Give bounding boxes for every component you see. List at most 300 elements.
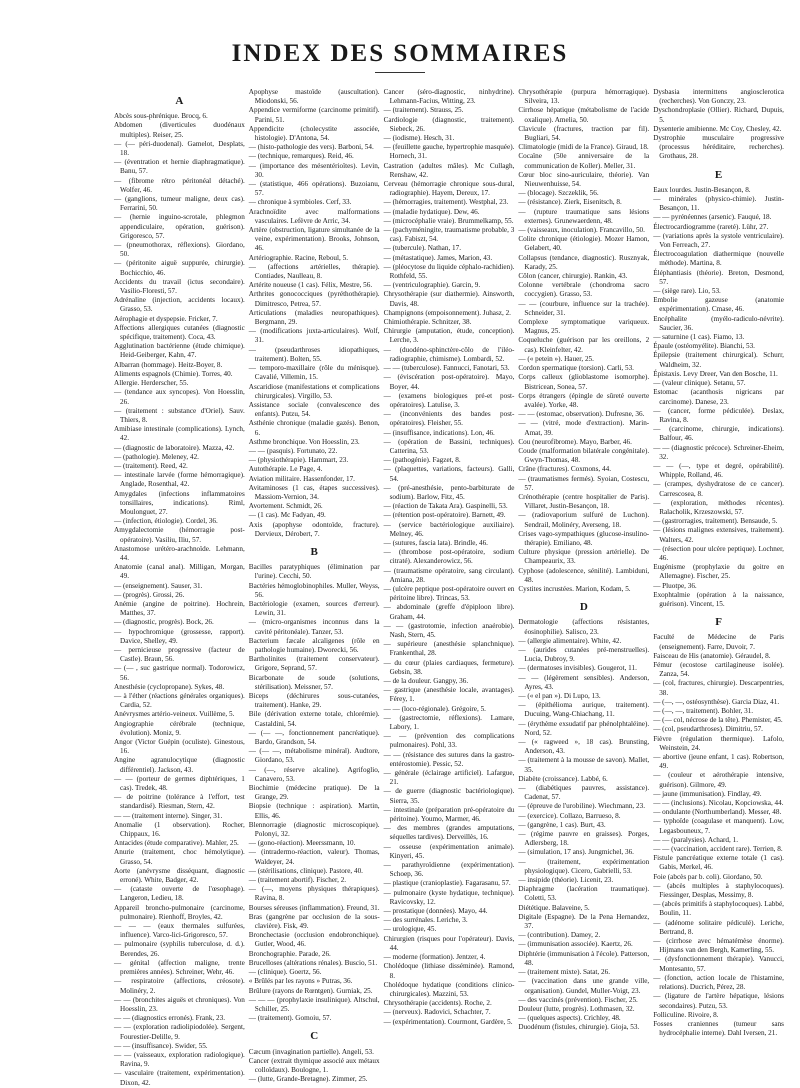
index-entry: — prostatique (données). Mayo, 44. — [383, 907, 488, 916]
index-entry: — (— —, métabolisme minéral). Audtore, Giordano, 53. — [248, 747, 380, 765]
index-entry: Bras (gangrène par occlusion de la sous-clavière). Fisk, 49. — [248, 912, 380, 931]
index-entry: — (sutures, fascia lata). Brindle, 46. — [383, 538, 488, 547]
index-entry: Culture physique (pression artérielle). De Champeaurix, 33. — [518, 548, 650, 566]
index-entry: — (1 cas). Mc Fadyan, 49. — [248, 511, 326, 520]
index-entry: Anémie (angine de poitrine). Hochrein, Matthes, 37. — [114, 599, 245, 618]
index-entry: Chrysothérapie (sur diathermie). Ainsworth, Davis, 48. — [383, 290, 515, 308]
index-entry: — — (courbure, influence sur la trachée). Schneider, 31. — [518, 299, 650, 317]
index-entry: — (service bactériologique auxiliaire). Melney, 46. — [383, 520, 515, 538]
index-entry: — des vaccinés (prévention). Fischer, 25. — [518, 995, 638, 1004]
index-entry: — (nerveux). Radovici, Schachter, 7. — [383, 1008, 491, 1017]
index-entry: Anesthésie (cyclopropane). Sykes, 48. — [114, 682, 225, 691]
index-entry: — de guerre (diagnostic bactériologique). Sierra, 35. — [383, 787, 515, 805]
index-entry: Fosses craniennes (tumeur sans hydrocéphalie interne). Dahl Iversen, 21. — [653, 1019, 784, 1038]
index-entry: — (duodéno-sphinctère-côlo de l'iléo-radiographie, chimisme). Lombardi, 52. — [383, 345, 515, 363]
index-entry: Chirurgie (amputation, étude, conception). Lerche, 3. — [383, 327, 515, 345]
index-entry: « Brûlés par les rayons » Putras, 36. — [248, 977, 353, 986]
index-entry: Cordon spermatique (torsion). Carli, 53. — [518, 364, 634, 373]
index-entry: Anatomie (canal anal). Milligan, Morgan, 49. — [114, 563, 245, 581]
index-entry: — — (insuffisance). Swider, 55. — [114, 1041, 208, 1050]
index-entry: — (épreuve de l'urobiline). Wiechmann, 23. — [518, 802, 646, 811]
index-entry: — — (gastrotomie, infection anaérobie). Nash, Stern, 45. — [383, 621, 515, 639]
index-entry: Asthme bronchique. Von Hoesslin, 23. — [248, 437, 360, 446]
index-entry: Axis (apophyse odontoïde, fracture). Dervieux, Dérobert, 7. — [248, 520, 380, 538]
index-entry: — — (bronchites aiguës et chroniques). Von Hoesslin, 23. — [114, 995, 245, 1013]
index-entry: — — (traitement interne). Singer, 31. — [114, 811, 223, 820]
index-entry: — (ulcère peptique post-opératoire ouvert en péritoine libre). Trincas, 53. — [383, 584, 515, 603]
index-entry: Cardiologie (diagnostic, traitement). Siebeck, 26. — [383, 115, 515, 133]
index-entry: Artère (obstruction, ligature simultanée de la veine, expérimentation). Brooks, Johnson, 46. — [248, 226, 380, 253]
index-entry: — (simulation, 17 ans). Jungmichel, 36. — [518, 848, 634, 857]
index-entry: — (pneumothorax, réflexions). Giordano, 50. — [114, 241, 245, 259]
index-entry: — des surrénales. Leriche, 3. — [383, 916, 468, 925]
index-entry: Castration (adultes mâles). Mc Cullagh, Renshaw, 42. — [383, 161, 515, 179]
index-entry: Cocaïne (50e anniversaire de la communication de Koller). Meller, 31. — [518, 152, 650, 170]
index-entry: — (— , suc gastrique normal). Todorowicz, 56. — [114, 664, 245, 682]
index-entry: Bourses séreuses (inflammation). Freund, 31. — [248, 903, 380, 912]
index-entry: Cholédoque (lithiase disséminée). Ramond, 8. — [383, 962, 515, 980]
index-entry: — (traitement à la mousse de savon). Mallet, 35. — [518, 756, 650, 774]
section-letter: B — [310, 545, 318, 558]
index-entry: Eaux lourdes. Justin-Besançon, 8. — [653, 185, 751, 194]
index-entry: Agglutination bactérienne (étude chimique). Heid-Geiberger, Kahn, 47. — [114, 342, 245, 360]
index-entry: — (progrès). Grossi, 26. — [114, 590, 185, 599]
index-entry: — (variations après la systole ventriculaire). Von Ferreach, 27. — [653, 231, 784, 250]
index-entry: Coqueluche (guérison par les oreillons, 2 cas). Kleinfelter, 42. — [518, 336, 650, 354]
index-entry: Embolie gazeuse (anatomie expérimentation). Cmase, 46. — [653, 296, 784, 314]
index-entry: — (infection, étiologie). Cordel, 36. — [114, 517, 218, 526]
index-entry: — (quelques aspects). Crichley, 48. — [518, 1014, 621, 1023]
index-entry: Angine agranulocytique (diagnostic différentiel). Jackson, 43. — [114, 756, 245, 774]
index-entry: Arthrites gonococciques (pyréthothérapie). Dimitresco, Petrea, 57. — [248, 290, 380, 308]
index-entry: — supérieure (anesthésie splanchnique). Frankenthal, 28. — [383, 640, 515, 658]
index-entry: Électrocoagulation diathermique (nouvelle méthode). Martina, 8. — [653, 250, 784, 268]
index-entry: — (érythème exsudatif par phénolphtaléine). Nord, 52. — [518, 719, 650, 737]
index-entry: — (carcinome, chirurgie, indications). Balfour, 46. — [653, 425, 784, 443]
index-entry: Cæcum (invagination partielle). Angeli, 53. — [248, 1047, 374, 1056]
index-entry: — (cataste ouverte de l'œsophage). Langeron, Ledieu, 18. — [114, 885, 245, 903]
index-entry: Faculté de Médecine de Paris (enseignement). Farre, Duvoir, 7. — [653, 633, 784, 651]
index-entry: Colonne vertébrale (chondroma sacro coccygien). Grasso, 53. — [518, 281, 650, 299]
index-entry: — (traumatismes fermés). Syoian, Costescu, 57. — [518, 474, 650, 492]
index-entry: Diététique. Balaveine, 5. — [518, 903, 590, 912]
index-entry: — (traitement). Gomoiu, 57. — [248, 1014, 332, 1023]
index-entry: Artériographie. Racine, Reboul, 5. — [248, 253, 348, 262]
index-entry: — — (pasquis). Fortunato, 22. — [248, 446, 338, 455]
index-entry: Folliculine. Rivoire, 8. — [653, 1010, 719, 1019]
index-entry: Digitale (Espagne). De la Pena Hernandez, 37. — [518, 912, 650, 931]
index-entry: — (réaction de Takata Ara). Gaspinelli, 53. — [383, 502, 508, 511]
index-entry: — intestinale (préparation pré-opératoire du péritoine). Youmo, Marmer, 46. — [383, 805, 515, 824]
index-entry: — (statistique, 466 opérations). Buzoianu, 57. — [248, 180, 380, 198]
index-entry: — (exploration, méthodes récentes). Ralacholik, Krzeszowski, 57. — [653, 498, 784, 516]
index-entry: — pulmonaire (syphilis tuberculose, d. d.). Berendes, 26. — [114, 940, 245, 958]
index-entry: — (—, réserve alcaline). Agrifoglio, Canavero, 53. — [248, 765, 380, 783]
index-entry: Climatologie (midi de la France). Giraud, 18. — [518, 143, 649, 152]
index-entry: — (cancer, forme pédiculée). Deslax, Ravina, 8. — [653, 406, 784, 424]
index-entry: — (plaquettes, variations, facteurs). Galli, 54. — [383, 465, 515, 483]
index-entry: Dermatologie (affections résistantes, éosinophilie). Salisco, 23. — [518, 618, 650, 636]
index-entry: Appendicite (cholecystite associée, histologie). D'Antona, 54. — [248, 124, 380, 143]
index-entry: Bacterium fæcale alcaligenes (rôle en pathologie humaine). Dworecki, 56. — [248, 636, 380, 654]
index-entry: Crâne (fractures). Coxmons, 44. — [518, 465, 612, 474]
index-entry: Albarran (hommage). Heitz-Boyer, 8. — [114, 360, 223, 369]
index-entry: — (intradermo-réaction, valeur). Thomas, Waldeyer, 24. — [248, 848, 380, 866]
index-entry: — (métastatique). James, Marion, 43. — [383, 253, 493, 262]
index-entry: — (blocage). Szczeklik, 56. — [518, 189, 599, 198]
page-title: INDEX DES SOMMAIRES — [231, 40, 569, 67]
index-entry: Aliments espagnols (Chimie). Torres, 40. — [114, 369, 233, 378]
index-entry: — (« petein »). Hauer, 25. — [518, 354, 594, 363]
index-entry: — (examens biologiques pré-et post-opératoires). Latulise, 3. — [383, 391, 515, 409]
index-entry: Aérophagie et dyspepsie. Fricker, 7. — [114, 314, 218, 323]
index-entry: — (ventriculographie). Garcin, 9. — [383, 281, 481, 290]
section-letter: E — [714, 168, 723, 181]
index-entry: — typhoïde (coagulase et manquent). Low, Legasbouneux, 7. — [653, 817, 784, 835]
index-entry: Angiographie cérébrale (technique, évolution). Moniz, 9. — [114, 719, 245, 737]
index-entry: — (hernie inguino-scrotale, phlegmon appendiculaire, opération, guérison). Grigoresco, 57. — [114, 213, 245, 240]
index-entry: — abortive (jeune enfant, 1 cas). Robertson, 49. — [653, 753, 784, 771]
index-column — [518, 88, 649, 1063]
index-entry: — — (prévention des complications pulmonaires). Pohl, 33. — [383, 732, 515, 750]
index-entry: Affections allergiques cutanées (diagnostic spécifique, traitement). Coca, 43. — [114, 323, 245, 342]
index-entry: — des membres (grandes amputations, séquelles tardives). Derveillès, 16. — [383, 824, 515, 842]
index-entry: — (maladie hydatique). Dew, 46. — [383, 207, 480, 216]
index-entry: — urologique, 45. — [383, 925, 437, 934]
index-entry: — (histo-pathologie des vers). Barboni, 54. — [248, 143, 374, 152]
index-entry: — (crampes, dyshydratose de ce cancer). Carrescosea, 8. — [653, 480, 784, 498]
index-entry: — (épithélioma aurique, traitement). Ducuing, Wang-Chiachang, 11. — [518, 701, 650, 719]
index-entry: — (dermatoses invisibles). Gougerot, 11. — [518, 664, 637, 673]
index-entry: Dystrophie musculaire progressive (processus héréditaire, recherches). Grothaus, 28. — [653, 134, 784, 161]
index-entry: — (siège rare). Lio, 53. — [653, 287, 721, 296]
index-entry: Champignons (empoisonnement). Juhasz, 2. — [383, 308, 511, 317]
index-entry: Amygdalectomie (hémorragie post-opératoire). Vasiliu, Iliu, 57. — [114, 526, 245, 544]
index-entry: — (abcès multiples à staphylocoques). Fiessinger, Desplas, Messimy, 8. — [653, 881, 784, 900]
index-entry: — — — (prophylaxie insulinique). Altschul, Schiller, 25. — [248, 995, 380, 1013]
index-entry: — (vaccination dans une grande ville, organisation). Gundel, Muller-Voigt, 23. — [518, 977, 650, 995]
index-entry: Appendice vermiforme (carcinome primitif). Parini, 51. — [248, 106, 380, 124]
index-entry: Épilepsie (traitement chirurgical). Schurr, Waldheim, 32. — [653, 351, 784, 369]
index-entry: — (traitement, expérimentation physiologique). Cicero, Gabrielli, 53. — [518, 857, 650, 875]
index-entry: — (technique, remarques). Reid, 46. — [248, 152, 354, 161]
index-entry: Brûlure (rayons de Rœntgen). Gurniak, 25. — [248, 986, 373, 995]
index-entry: — (traitement : substance d'Oriel). Sauv. Thiers, 8. — [114, 406, 245, 424]
index-entry: — pernicieuse progressive (facteur de Castle). Braun, 56. — [114, 645, 245, 664]
index-entry: Ascaridiose (manifestations et complications chirurgicales). Virgillo, 53. — [248, 382, 380, 400]
index-entry: — (radiovaporium sulfuré de Luchon). Sendrail, Molinéry, Averseng, 18. — [518, 511, 650, 529]
index-entry: — (traitement mixte). Satat, 26. — [518, 968, 611, 977]
index-entry: — (diabétiques pauvres, assistance). Cadenat, 57. — [518, 784, 650, 802]
index-entry: Appareil broncho-pulmonaire (carcinome, pulmonaire). Rienhoff, Broyles, 42. — [114, 903, 245, 921]
index-entry: — (pathogénie). Fagzet, 8. — [383, 456, 461, 465]
index-entry: Accidents du travail (ictus secondaire). Vasilio-Floresti, 57. — [114, 277, 245, 296]
index-entry: — (traitement). Reed, 42. — [114, 461, 188, 470]
index-entry: — — (vitré, mode d'extraction). Marin-Amat, 39. — [518, 419, 650, 437]
index-column — [384, 88, 515, 1063]
section-letter: C — [310, 1030, 319, 1043]
index-entry: Adrénaline (injection, accidents locaux). Grasso, 53. — [114, 296, 245, 314]
index-entry: Abcès sous-phrénique. Brocq, 6. — [114, 112, 208, 121]
index-entry: — (diagnostic de laboratoire). Mazza, 42. — [114, 443, 235, 452]
index-column — [114, 88, 245, 1087]
index-entry: — (microcéphalie vraie). Brummelkamp, 55. — [383, 216, 514, 225]
index-entry: — respiratoire (affections, créosote). Molinéry, 2. — [114, 977, 245, 995]
title-rule — [375, 72, 425, 73]
index-entry: Anévrysmes artério-veineux. Vuillème, 5. — [114, 710, 235, 719]
index-entry: — à l'éther (réactions générales organiques). Cardia, 52. — [114, 692, 245, 710]
index-entry: — minérales (physico-chimie). Justin-Besançon, 11. — [653, 195, 784, 213]
index-entry: — (vaisseaux, inoculation). Francavillo, 50. — [518, 226, 645, 235]
index-entry: — (importance des mésentérioïtes). Levin, 30. — [248, 161, 380, 179]
index-entry: — parathyroïdienne (expérimentation). Schoep, 36. — [383, 861, 515, 879]
index-entry: Fièvre (régulation thermique). Lafolo, Weinstein, 24. — [653, 734, 784, 752]
index-entry: — (col, fractures, chirurgie). Descarpentries, 38. — [653, 679, 784, 697]
index-entry: — (adénome solitaire pédiculé). Leriche, Bertrand, 8. — [653, 918, 784, 936]
index-entry: Avortement. Schmidt, 26. — [248, 502, 323, 511]
index-entry: Encéphalite (myélo-radiculo-névrite). Saucier, 36. — [653, 314, 784, 332]
index-entry: — (gono-réaction). Meerssmann, 10. — [248, 839, 356, 848]
index-entry: Biopsie (technique : aspiration). Martin, Ellis, 46. — [248, 802, 380, 820]
index-entry: — (pré-anesthésie, pento-barbiturate de sodium). Barlow, Fitz, 45. — [383, 483, 515, 501]
index-entry: — pulmonaire (kyste hydatique, technique). Ravicovsky, 12. — [383, 888, 515, 906]
index-columns — [114, 88, 784, 1087]
index-entry: — (iodisme). Hesch, 31. — [383, 134, 455, 143]
index-entry: Antacides (étude comparative). Mahler, 25. — [114, 839, 239, 848]
index-entry: — (allergie alimentaire). White, 42. — [518, 636, 622, 645]
index-entry: — (clinique). Goertz, 56. — [248, 968, 322, 977]
index-entry: — gastrique (anesthésie locale, avantages). Férey, 1. — [383, 686, 515, 704]
index-entry: Colite chronique (étiologie). Mozer Hamon, Gelabert, 40. — [518, 235, 650, 253]
index-entry: — (— —, fonctionnement pancréatique). Bardo, Grandson, 54. — [248, 728, 380, 747]
index-entry: — (exercice). Collazo, Barrueso, 8. — [518, 811, 621, 820]
index-entry: — (résistance). Zierk, Eisenitsch, 8. — [518, 198, 622, 207]
index-entry: — générale (éclairage artificiel). Lafargue, 21. — [383, 769, 515, 787]
index-entry: — (gastrorragies, traitement). Bensaude, 5. — [653, 517, 778, 526]
index-entry: — (opération de Bassini, techniques). Catterina, 53. — [383, 437, 515, 455]
index-entry: Électrocardiogramme (rareté). Lühr, 27. — [653, 222, 769, 231]
index-entry: — vasculaire (traitement, expérimentation). Dixon, 42. — [114, 1069, 245, 1087]
index-entry: Artérite noueuse (1 cas). Félix, Mestre, 56. — [248, 281, 373, 290]
index-entry: Blennorragie (diagnostic microscopique). Polonyi, 32. — [248, 820, 380, 839]
index-entry: Brucelloses (altérations rénales). Buscio, 51. — [248, 958, 378, 967]
index-entry: — (gangrène, 1 cas). Burt, 43. — [518, 820, 606, 829]
index-entry: — — pyrénéennes (arsenic). Fauqué, 18. — [653, 213, 772, 222]
index-entry: — osseuse (expérimentation animale). Kinyeri, 45. — [383, 842, 515, 860]
index-entry: Anastomose urétéro-arachnoïde. Lehmann, 44. — [114, 544, 245, 562]
index-entry: — — (porteur de germes diphtériques, 1 cas). Tredek, 48. — [114, 774, 245, 793]
index-entry: Corps calleux (glioblastome isomorphe). Bistricean, Sonea, 57. — [518, 373, 650, 391]
index-entry: Corps étrangers (épingle de sûreté ouverte avalée). Yorke, 48. — [518, 391, 650, 409]
index-entry: Aviation militaire. Hassenfonder, 17. — [248, 474, 355, 483]
index-entry: — jaune (immunisation). Findlay, 49. — [653, 789, 762, 798]
index-entry: — (ligature de l'artère hépatique, lésions secondaires). Putzu, 53. — [653, 992, 784, 1010]
index-entry: — (feuillette gauche, hypertrophie masquée). Hornech, 31. — [383, 143, 515, 161]
index-entry: Crénothérapie (centre hospitalier de Paris). Villaret, Justin-Besançon, 18. — [518, 492, 650, 511]
index-entry: Abdomen (diverticules duodénaux multiples). Reiser, 25. — [114, 121, 245, 139]
index-entry: — (aurides cutanées pré-menstruelles). Lucia, Dubroy, 9. — [518, 645, 650, 664]
index-entry: Cholédoque hydatique (conditions clinico-chirurgicales). Mazzini, 53. — [383, 980, 515, 998]
index-entry: — (« el pan »). Di Lupo, 13. — [518, 692, 601, 700]
index-entry: — moderne (formation). Jentzer, 4. — [383, 953, 486, 962]
index-entry: Angor (Victor Guépin (oculiste). Ginestous, 16. — [114, 738, 245, 756]
index-entry: Fistule pancréatique externe totale (1 cas). Gabis, Merkel, 46. — [653, 854, 784, 872]
index-entry: Apophyse mastoïde (auscultation). Miodonski, 56. — [248, 88, 380, 106]
index-entry: — (ganglions, tumeur maligne, deux cas). Ferrarini, 50. — [114, 195, 245, 213]
index-entry: Épistaxis. Levy Dreer, Van den Bosche, 11. — [653, 369, 778, 378]
index-entry: Exophtalmie (opération à la naissance, guérison). Vincent, 15. — [653, 590, 784, 608]
index-entry: — — (vaccination, accident rare). Terrien, 8. — [653, 845, 783, 854]
index-entry: Chrysothérapie (purpura hémorragique). Silveira, 13. — [518, 88, 650, 106]
index-entry: Clavicule (fractures, traction par fil). Bugliari, 54. — [518, 124, 650, 143]
index-entry: Cancer (séro-diagnostic, ninhydrine). Lehmann-Facius, Witting, 23. — [383, 88, 515, 106]
index-entry: — (pléocytose du liquide céphalo-rachidien). Rothfeld, 55. — [383, 262, 515, 281]
index-entry: Bactériologie (examen, sources d'erreur). Lewin, 31. — [248, 599, 380, 618]
index-entry: — (« ragweed », 18 cas). Brunsting, Anderson, 43. — [518, 738, 650, 756]
index-entry: — — (vaisseaux, exploration radiologique). Ravina, 9. — [114, 1050, 245, 1069]
index-entry: — — (loco-régionale). Grégoire, 5. — [383, 704, 486, 713]
index-entry: — (—, —, ostéosynthèse). Garcia Diaz, 41. — [653, 697, 780, 706]
index-entry: — — (tuberculose). Fannucci, Fanotari, 53. — [383, 364, 510, 373]
index-entry: — (abcès primitifs à staphylocoques). Labbé, Boulin, 11. — [653, 900, 784, 918]
index-entry: — (— péri-duodenal). Gamelot, Desplats, 18. — [114, 139, 245, 158]
index-entry: — abdominale (greffe d'épiploon libre). Graham, 44. — [383, 603, 515, 621]
index-entry: — (— col, nécrose de la tête). Phemister, 45. — [653, 716, 783, 725]
index-entry: — — (estomac, observation). Dufresne, 36. — [518, 410, 645, 419]
index-entry: — (traitement). Strauss, 25. — [383, 106, 464, 115]
index-entry: — — (diagnostics erronés). Frank, 23. — [114, 1014, 225, 1023]
index-entry: — (fonction, action locale de l'histamine, relations). Ducrich, Pérez, 28. — [653, 973, 784, 992]
index-entry: — — (paralysies). Achard, 1. — [653, 835, 739, 844]
index-entry: Cœur bloc sino-auriculaire, théorie). Van Nieuwenhuisse, 54. — [518, 170, 650, 189]
section-letter: F — [715, 616, 722, 629]
index-entry: — (insuffisance, indications). Lon, 46. — [383, 428, 495, 437]
index-entry: — (couleur et aérothérapie intensive, guérison). Gilmore, 49. — [653, 771, 784, 789]
index-entry: — (thrombose post-opératoire, sodium citraté). Alexanderowicz, 56. — [383, 548, 515, 566]
index-entry: — — — (eaux thermales sulfurées, influence). Varco-lici-Grigoresco, 57. — [114, 922, 245, 940]
index-entry: Estomac (acanthosis nigricans par carcinome). Danese, 23. — [653, 388, 784, 406]
index-entry: — (—, moyens physiques thérapiques). Ravina, 8. — [248, 885, 380, 903]
index-entry: — (stérilisations, clinique). Pastore, 40. — [248, 866, 363, 875]
index-entry: Asthénie chronique (maladie gazés). Benon, 6. — [248, 419, 380, 437]
index-entry: Coude (malformation bilatérale congénitale). Gwyn-Thomas, 48. — [518, 446, 650, 465]
index-entry: Assistance sociale (convalescence des enfants). Putzu, 54. — [248, 400, 380, 419]
index-entry: Bacilles paratyphiques (élimination par l'urine). Cecchi, 50. — [248, 563, 380, 581]
index-entry: — (éventration et hernie diaphragmatique). Banu, 57. — [114, 158, 245, 176]
index-entry: — (modifications juxta-articulaires). Wolf, 31. — [248, 327, 380, 345]
index-entry: Cirrhose hépatique (métabolisme de l'acide oxalique). Amelia, 50. — [518, 106, 650, 124]
index-entry: Anomalie (1 observation). Rocher, Chippaux, 16. — [114, 820, 245, 839]
index-entry: — (pseudarthroses idiopathiques, traitement). Bolten, 55. — [248, 345, 380, 363]
index-entry: Duodénum (fistules, chirurgie). Gioja, 53. — [518, 1023, 640, 1032]
index-entry: — (traumatisme opératoire, sang circulant). Amiana, 28. — [383, 566, 515, 584]
section-letter: A — [175, 95, 184, 107]
index-entry: Bronchectasie (occlusion endobronchique). Gutler, Wood, 46. — [248, 931, 380, 949]
index-entry: — (inconvénients des bandes post-opératoires). Fleisher, 55. — [383, 410, 515, 428]
index-entry: Cyphose (adolescence, sénilité). Lambiduni, 48. — [518, 566, 650, 584]
index-entry: Amygdales (infections inflammatoires tonsillaires, indications). Riml, Moulonguet, 27. — [114, 489, 245, 516]
index-entry: — plastique (cranioplastie). Fagarasanu, 57. — [383, 879, 511, 888]
index-entry: — (pathologie). Meleney, 42. — [114, 452, 199, 461]
index-entry: — (lutte, Grande-Bretagne). Zimmer, 25. — [248, 1075, 368, 1084]
index-entry: — (péritonite aiguë suppurée, chirurgie). Bochicchio, 46. — [114, 259, 245, 277]
index-entry: Épaule (ostéomyélite). Bianchi, 53. — [653, 342, 755, 351]
index-entry: — chronique à symbioles. Cerf, 33. — [248, 198, 352, 207]
index-entry: — Pluotpe, 36. — [653, 581, 697, 590]
index-column — [248, 88, 380, 1084]
index-entry: Cystites incrustées. Marion, Kodam, 5. — [518, 584, 631, 593]
index-entry: — — (—, type et degré, opérabilité). Whipple, Rolland, 46. — [653, 461, 784, 480]
index-entry: — (pachyméningite, traumatisme probable, 3 cas). Fabiszt, 54. — [383, 226, 515, 244]
index-entry: — (traitement abortif). Fischer, 2. — [248, 876, 347, 885]
index-entry: Aorte (anévrysme disséquant, diagnostic erroné). White, Badger, 42. — [114, 866, 245, 885]
index-entry: Fémur (ecostose cartilagineuse isolée). Zanza, 54. — [653, 660, 784, 679]
index-entry: Eugénisme (prophylaxie du goitre en Allemagne). Fischer, 25. — [653, 563, 784, 581]
index-entry: Allergie. Herderscher, 55. — [114, 379, 189, 388]
index-entry: — (micro-organismes inconnus dans la cavité péritonéale). Tanzer, 53. — [248, 618, 380, 636]
index-entry: — (fibrome rétro péritonéal détaché). Wolfer, 46. — [114, 176, 245, 194]
index-entry: — — (légèrement sensibles). Anderson, Ayres, 43. — [518, 673, 650, 691]
index-entry: — (tendance aux syncopes). Von Hoesslin, 26. — [114, 388, 245, 406]
index-entry: Cou (neurofibrome). Mayo, Barber, 46. — [518, 437, 632, 446]
index-entry: — de poitrine (tolérance à l'effort, test standardisé). Riesman, Stern, 42. — [114, 793, 245, 811]
index-entry: Articulations (maladies neuropathiques). Bergmann, 29. — [248, 308, 380, 327]
index-entry: — (dysfonctionnement thérapie). Vanucci, Montesanto, 57. — [653, 955, 784, 973]
index-entry: Autothérapie. Le Page, 4. — [248, 465, 323, 474]
index-entry: — saturnine (1 cas). Fiamo, 13. — [653, 333, 745, 342]
index-entry: Bactéries hémoglobinophiles. Muller, Weyss, 56. — [248, 581, 380, 599]
index-entry: Cerveau (hémorragie chronique sous-dural, radiographie). Hayem, Dereux, 17. — [383, 180, 515, 198]
index-entry: Diaphragme (lacération traumatique). Coletti, 53. — [518, 885, 650, 903]
index-entry: Chirurgien (risques pour l'opérateur). Davis, 44. — [383, 934, 515, 952]
index-entry: — (gastrectomie, réflexions). Lamare, Labory, 1. — [383, 713, 515, 732]
index-entry: — (cirrhose avec hématémèse énorme). Hijmans van den Bergh, Kamerling, 55. — [653, 937, 784, 955]
index-entry: — ondulante (Northumberland). Messer, 48. — [653, 808, 782, 817]
index-entry: — (affections artérielles, thérapie). Contiades, Naulleau, 8. — [248, 262, 380, 281]
index-entry: — — (inclusions). Nicolau, Kopciowska, 44. — [653, 799, 784, 808]
index-entry: — hypochromique (grossesse, rapport). Davice, Shelley, 49. — [114, 627, 245, 645]
index-entry: Cancer (extrait thymique associé aux métaux colloïdaux). Boulogne, 1. — [248, 1056, 380, 1074]
index-entry: Dysenterie amibienne. Mc Coy, Chesley, 42. — [653, 124, 782, 133]
index-entry: — de la douleur. Gangpy, 36. — [383, 677, 469, 685]
index-entry: — — (diagnostic précoce). Schreiner-Eheim, 32. — [653, 443, 784, 461]
index-entry: Amibiase intestinale (complications). Lynch, 42. — [114, 425, 245, 443]
index-entry: Arachnoïdite avec malformations vasculaires. Lefèvre de Arric, 34. — [248, 207, 380, 225]
index-entry: — — (résistance des sutures dans la gastro-entérostomie). Pessic, 52. — [383, 750, 515, 768]
index-entry: — insipide (théorie). Licenit, 23. — [518, 876, 614, 885]
index-entry: Foie (abcès par b. coli). Giordano, 50. — [653, 872, 763, 881]
index-entry: Bronchographie. Parade, 26. — [248, 949, 331, 958]
index-entry: Faisceau de His (anatomie). Géraudel, 8. — [653, 651, 771, 660]
index-entry: — (valeur clinique). Setanu, 57. — [653, 379, 746, 388]
index-entry: — (éviscération post-opératoire). Mayo, Boyer, 44. — [383, 373, 515, 391]
index-entry: — (contribution). Damey, 2. — [518, 931, 601, 940]
index-entry: — (col, pseudarthroses). Dimitriu, 57. — [653, 725, 763, 734]
index-entry: Collapsus (tendance, diagnostic). Rusznyak, Karady, 25. — [518, 253, 650, 271]
index-entry: Dysbasia intermittens angiosclerotica (recherches). Von Gonczy, 23. — [653, 88, 784, 106]
section-letter: D — [579, 601, 588, 614]
index-entry: Avitaminoses (1 cas, étapes successives). Massiom-Vernion, 34. — [248, 483, 380, 501]
index-entry: — (diagnostic, progrès). Bock, 26. — [114, 618, 214, 627]
index-entry: — (immunisation associée). Kaertz, 26. — [518, 940, 633, 949]
index-entry: Complexe symptomatique variqueux. Magnus, 25. — [518, 318, 650, 336]
index-entry: Diphtérie (immunisation à l'école). Patterson, 48. — [518, 949, 650, 967]
index-entry: — (lésions malignes extensives, traitement). Walters, 42. — [653, 526, 784, 544]
index-entry: Chrysothérapie (accidents). Roche, 2. — [383, 999, 492, 1008]
index-entry: Bicarbonate de soude (solutions, stérilisation). Meissner, 57. — [248, 673, 380, 691]
index-entry: — (rupture traumatique sans lésions externes). Grunewaerdenn, 48. — [518, 207, 650, 225]
index-entry: — (hémorragies, traitement). Westphal, 23. — [383, 198, 509, 207]
